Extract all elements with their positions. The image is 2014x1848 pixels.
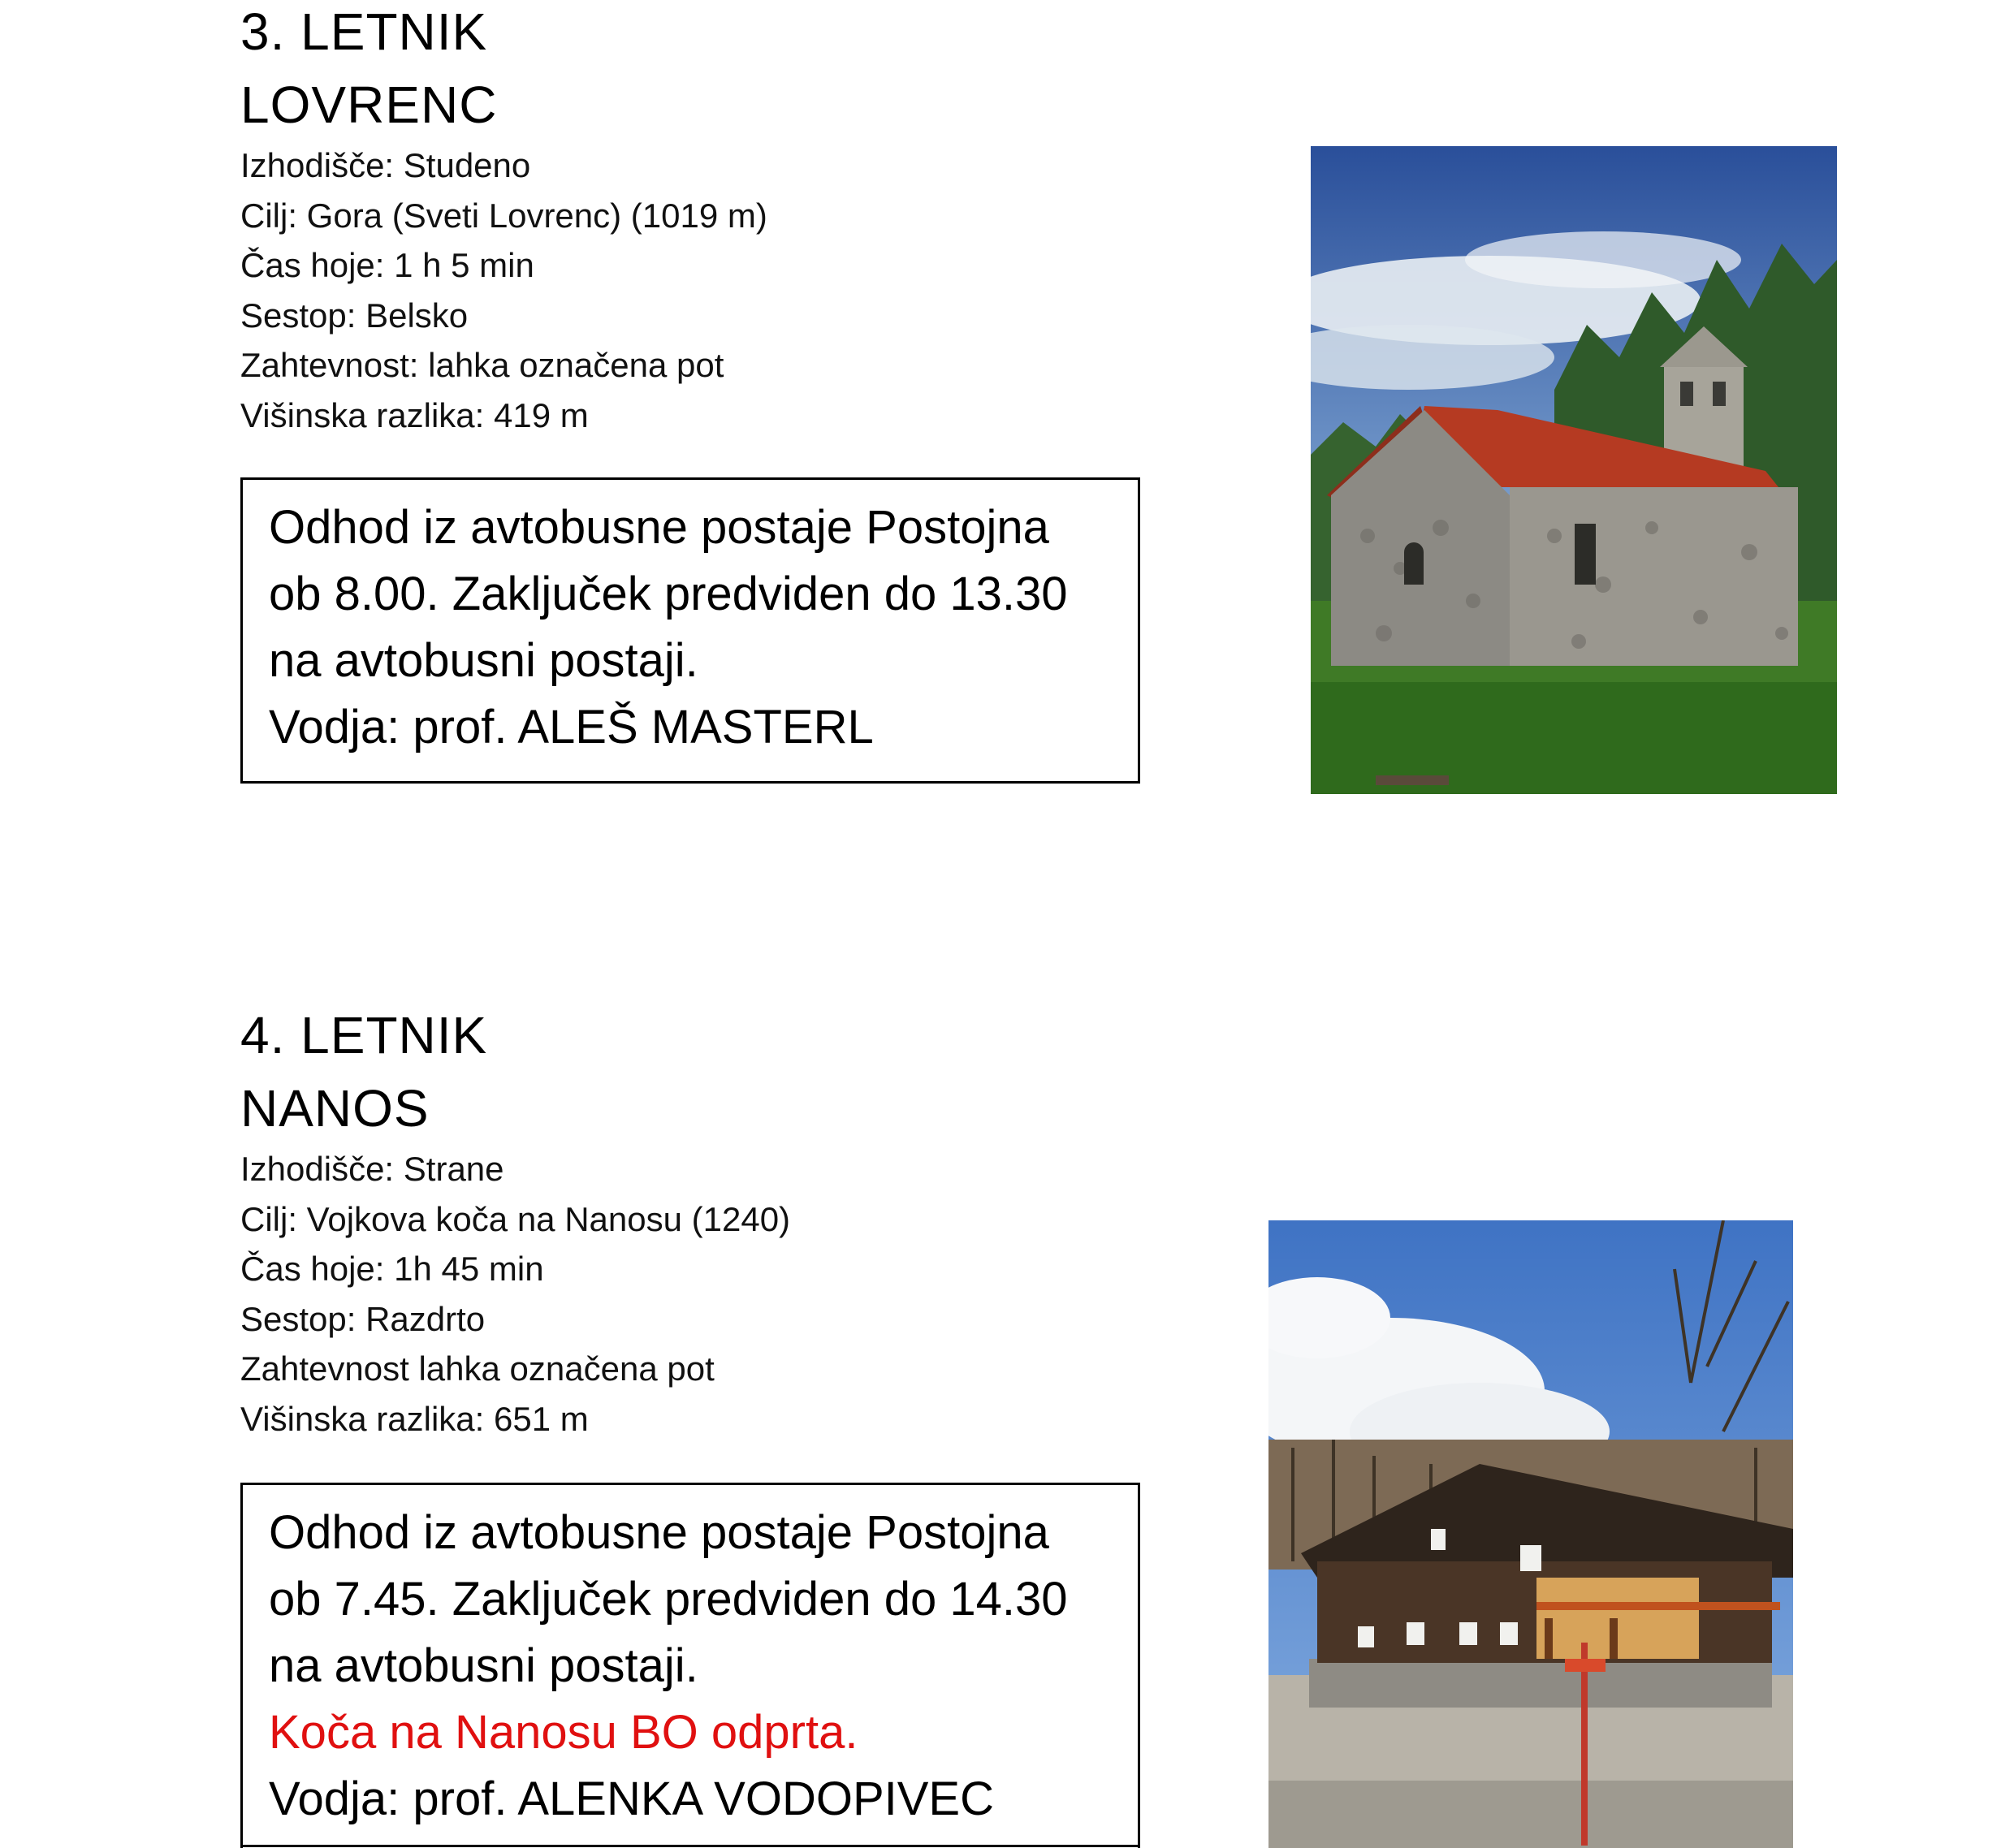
- end-time: Zaključek predviden do 13.30: [439, 568, 1068, 620]
- departure-line: Odhod iz avtobusne postaje Postojna: [269, 501, 1049, 554]
- walking-time: Čas hoje: 1h 45 min: [240, 1250, 544, 1288]
- section-3-heading: [240, 0, 497, 141]
- elevation-gain: Višinska razlika: 419 m: [240, 395, 589, 434]
- departure-line: Odhod iz avtobusne postaje Postojna: [269, 1506, 1049, 1559]
- departure-info-box: [240, 1483, 1140, 1848]
- leader: Vodja: prof. ALENKA VODOPIVEC: [269, 1772, 994, 1825]
- end-place: na avtobusni postaji.: [269, 634, 698, 687]
- box-bottom-border: [240, 1845, 1140, 1847]
- start-point: Izhodišče: Strane: [240, 1150, 504, 1188]
- destination: Cilj: Gora (Sveti Lovrenc) (1019 m): [240, 196, 767, 235]
- descent: Sestop: Belsko: [240, 296, 469, 335]
- destination: Cilj: Vojkova koča na Nanosu (1240): [240, 1199, 791, 1238]
- trip-details: [240, 140, 767, 440]
- departure-time-line: [269, 561, 1113, 628]
- destination-title: NANOS: [240, 1079, 430, 1138]
- departure-time: ob 7.45.: [269, 1573, 439, 1626]
- mountain-hut-photo: [1268, 1220, 1793, 1848]
- departure-info-box: [240, 477, 1140, 784]
- end-time: Zaključek predviden do 14.30: [439, 1573, 1068, 1626]
- section-4-heading: [240, 999, 487, 1145]
- start-point: Izhodišče: Studeno: [240, 146, 531, 184]
- departure-time-line: [269, 1566, 1113, 1633]
- church-photo: [1311, 146, 1837, 794]
- descent: Sestop: Razdrto: [240, 1299, 486, 1338]
- departure-time: ob 8.00.: [269, 568, 439, 620]
- end-place: na avtobusni postaji.: [269, 1639, 698, 1692]
- walking-time: Čas hoje: 1 h 5 min: [240, 246, 534, 284]
- elevation-gain: Višinska razlika: 651 m: [240, 1399, 589, 1438]
- difficulty: Zahtevnost: lahka označena pot: [240, 346, 724, 384]
- destination-title: LOVRENC: [240, 76, 498, 134]
- difficulty: Zahtevnost lahka označena pot: [240, 1349, 715, 1388]
- hut-open-notice: Koča na Nanosu BO odprta.: [269, 1706, 858, 1759]
- grade-title: 4. LETNIK: [240, 1006, 488, 1064]
- trip-details: [240, 1144, 790, 1444]
- grade-title: 3. LETNIK: [240, 2, 488, 61]
- leader: Vodja: prof. ALEŠ MASTERL: [269, 701, 874, 753]
